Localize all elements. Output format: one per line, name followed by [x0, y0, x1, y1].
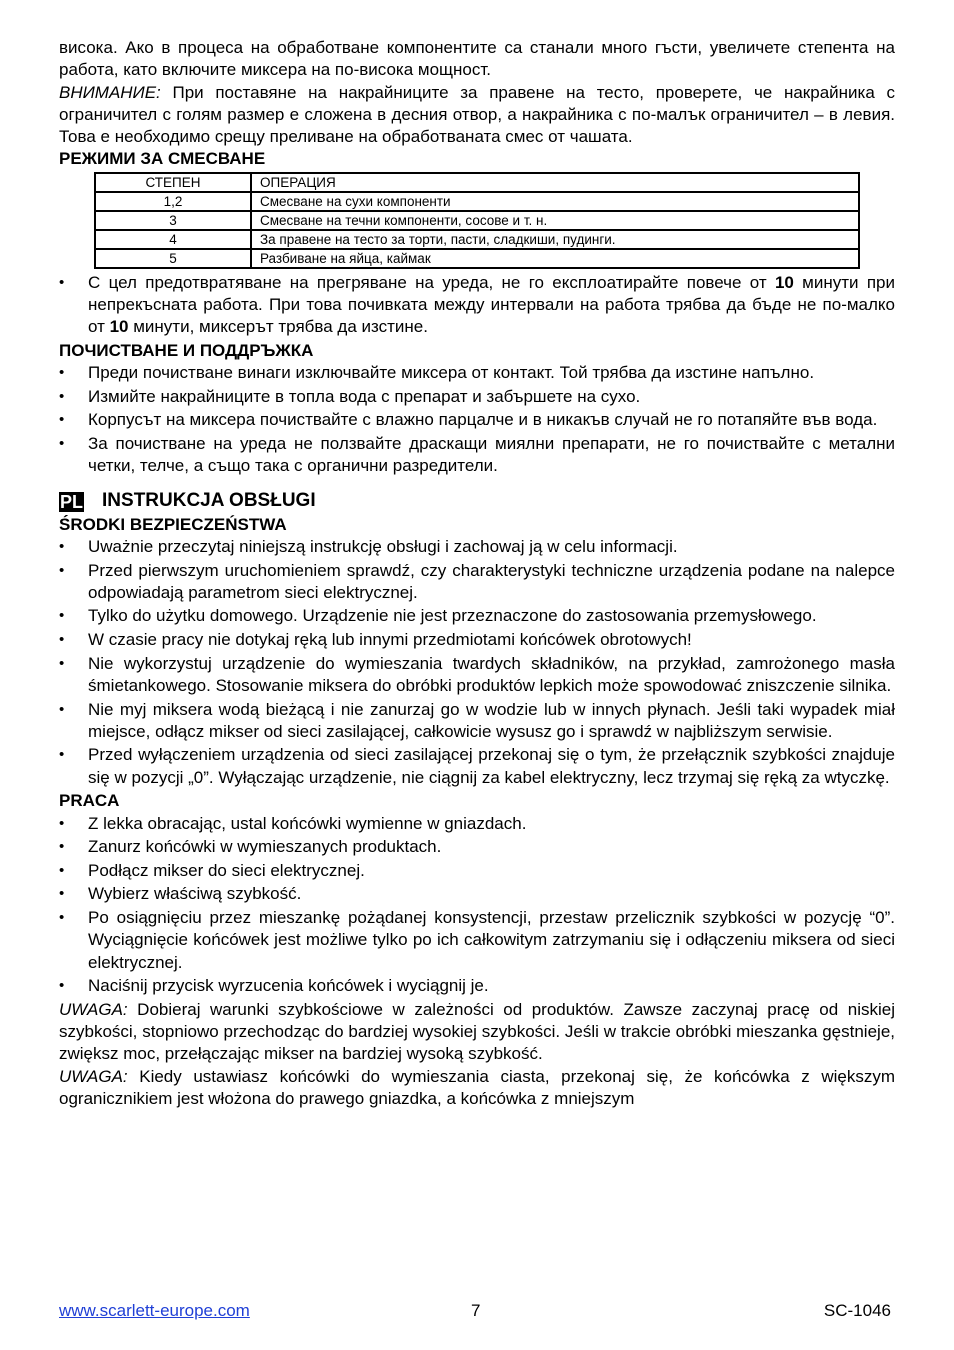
pl-section-header [59, 490, 895, 514]
safety-list [59, 536, 895, 789]
table-row [95, 230, 859, 249]
table-cell-speed: 4 [95, 230, 251, 249]
list-item: • Z lekka obracając, ustal końcówki wymienne w gniazdach. [59, 813, 895, 835]
overheat-list [59, 272, 895, 339]
cleaning-heading: ПОЧИСТВАНЕ И ПОДДРЪЖКА [59, 340, 314, 360]
table-cell-operation: За правене на тесто за торти, пасти, сладкиши, пудинги. [251, 230, 859, 249]
list-item: • Po osiągnięciu przez mieszankę pożądanej konsystencji, przestaw przelicznik szybkości w pozycję “0”. Wyciągnięcie końcówek jest możliwe tylko po ich całkowitym zatrzymaniu się i odłączeniu miksera od sieci elektrycznej. [59, 907, 895, 974]
website-link[interactable]: www.scarlett-europe.com [59, 1301, 250, 1320]
work-list [59, 813, 895, 998]
list-item: • Przed wyłączeniem urządzenia od sieci zasilającej przekonaj się o tym, że przełącznik szybkości znajduje się w pozycji „0”. Wyłączając urządzenie, nie ciągnij za kabel elektryczny, lecz trzymaj się ręką za wtyczkę. [59, 744, 895, 789]
bg-note-label: ВНИМАНИЕ: [59, 82, 161, 102]
bg-note-paragraph [59, 82, 895, 149]
list-item: • Uważnie przeczytaj niniejszą instrukcję obsługi i zachowaj ją w celu informacji. [59, 536, 895, 558]
table-row [95, 249, 859, 268]
pl-note-label: UWAGA: [59, 1066, 128, 1086]
modes-heading: РЕЖИМИ ЗА СМЕСВАНЕ [59, 149, 266, 169]
overheat-text: С цел предотвратяване на прегряване на уреда, не го експлоатирайте повече от [88, 272, 775, 292]
model-number: SC-1046 [823, 1301, 891, 1320]
list-item: • Wybierz właściwą szybkość. [59, 883, 895, 905]
pl-note-paragraph [59, 1066, 895, 1111]
overheat-minutes: 10 [109, 317, 129, 337]
document-body [59, 37, 895, 1110]
table-cell-operation: Смесване на течни компоненти, сосове и т. н. [251, 211, 859, 230]
list-item: • Przed pierwszym uruchomieniem sprawdź, czy charakterystyki techniczne urządzenia podane na nalepce odpowiadają parametrom sieci elektrycznej. [59, 560, 895, 605]
table-header-cell: ОПЕРАЦИЯ [251, 173, 859, 192]
list-item: • Преди почистване винаги изключвайте миксера от контакт. Той трябва да изстине напълно. [59, 362, 895, 384]
list-item: • За почистване на уреда не ползвайте драскащи миялни препарати, не го почиствайте с метални четки, телче, а също така с органични разредители. [59, 433, 895, 478]
bg-intro-paragraph: висока. Ако в процеса на обработване компонентите са станали много гъсти, увеличете степента на работа, като включите миксера на по-висока мощност. [59, 38, 895, 80]
list-item: • Podłącz mikser do sieci elektrycznej. [59, 860, 895, 882]
table-cell-speed: 5 [95, 249, 251, 268]
page-footer [59, 1300, 895, 1322]
page-number: 7 [471, 1301, 481, 1320]
table-cell-speed: 3 [95, 211, 251, 230]
list-item: • Nie wykorzystuj urządzenie do wymieszania twardych składników, na przykład, zamrożonego masła śmietankowego. Stosowanie miksera do obróbki produktów lepkich może spowodować zniszczenie silnika. [59, 653, 895, 698]
list-item [59, 272, 895, 339]
table-row [95, 192, 859, 211]
overheat-text: минути, миксерът трябва да изстине. [128, 317, 428, 337]
language-badge: PL [60, 491, 84, 512]
pl-note-paragraph [59, 999, 895, 1066]
pl-note-text: Dobieraj warunki szybkościowe w zależności od produktów. Zawsze zaczynaj pracę od niskiej szybkości, stopniowo przechodząc do bardziej wysokiej szybkości. Jeśli w trakcie obróbki mieszanka gęstnieje, zwiększ moc, przełączając mikser na bardziej wysoką szybkość. [59, 999, 895, 1064]
bg-note-text: При поставяне на накрайниците за правене на тесто, проверете, че накрайника с ограничител с голям размер е сложена в десния отвор, а накрайника с по-малък ограничител – в левия. Това е необходимо срещу преливане на обработваната смес от чашата. [59, 82, 895, 147]
modes-table [94, 172, 860, 269]
list-item: • Nie myj miksera wodą bieżącą i nie zanurzaj go w wodzie lub w innych płynach. Jeśli taki wypadek miał miejsce, odłącz mikser od sieci zasilającej, całkowicie wysusz go i sprawdź w najbliższym serwisie. [59, 699, 895, 744]
list-item: • Naciśnij przycisk wyrzucenia końcówek i wyciągnij je. [59, 975, 895, 997]
pl-note-label: UWAGA: [59, 999, 128, 1019]
cleaning-list [59, 362, 895, 477]
list-item: • Измийте накрайниците в топла вода с препарат и забършете на сухо. [59, 386, 895, 408]
table-cell-operation: Разбиване на яйца, каймак [251, 249, 859, 268]
list-item: • W czasie pracy nie dotykaj ręką lub innymi przedmiotami końcówek obrotowych! [59, 629, 895, 651]
table-header-row [95, 173, 859, 192]
table-header-cell: СТЕПЕН [95, 173, 251, 192]
list-item: • Zanurz końcówki w wymieszanych produktach. [59, 836, 895, 858]
list-item: • Корпусът на миксера почиствайте с влажно парцалче и в никакъв случай не го потапяйте във вода. [59, 409, 895, 431]
table-cell-operation: Смесване на сухи компоненти [251, 192, 859, 211]
overheat-minutes: 10 [774, 272, 794, 292]
overheat-text: минути при непрекъсната работа. При това почивката между интервали на работа трябва да бъде не по-малко от [88, 272, 895, 337]
list-item: • Tylko do użytku domowego. Urządzenie nie jest przeznaczone do zastosowania przemysłowego. [59, 605, 895, 627]
work-heading: PRACA [59, 791, 120, 811]
safety-heading: ŚRODKI BEZPIECZEŃSTWA [59, 514, 287, 534]
table-row [95, 211, 859, 230]
table-cell-speed: 1,2 [95, 192, 251, 211]
pl-section-title: INSTRUKCJA OBSŁUGI [102, 490, 316, 512]
pl-note-text: Kiedy ustawiasz końcówki do wymieszania ciasta, przekonaj się, że końcówka z większym ogranicznikiem jest włożona do prawego gniazdka, a końcówka z mniejszym [59, 1066, 895, 1108]
